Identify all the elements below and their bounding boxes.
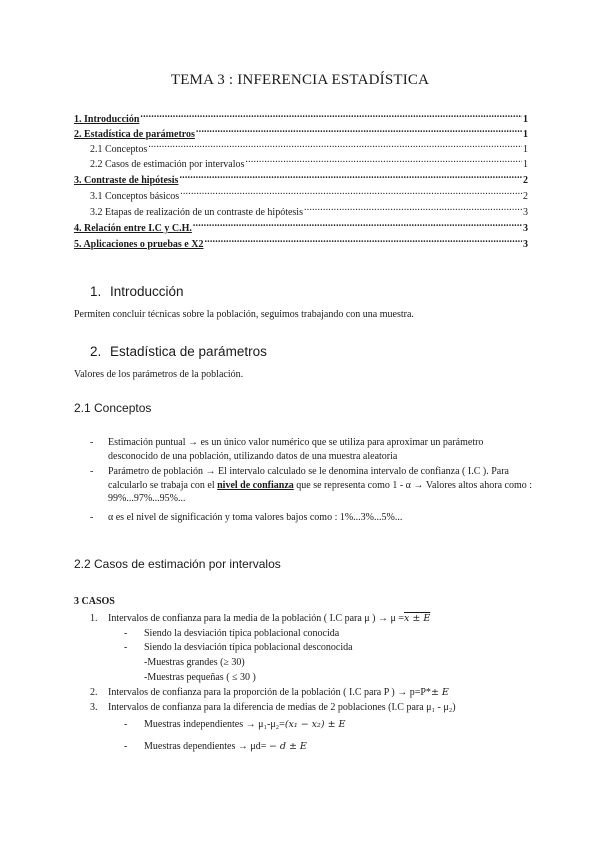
- toc-entry[interactable]: 5. Aplicaciones o pruebas e X2 ..... 3: [74, 235, 528, 252]
- page-title: TEMA 3 : INFERENCIA ESTADÍSTICA: [170, 72, 430, 88]
- toc-entry[interactable]: 3. Contraste de hipótesis ..... 2: [74, 171, 528, 188]
- toc-entry[interactable]: 2.2 Casos de estimación por intervalos ..... 1: [90, 155, 528, 172]
- toc-entry[interactable]: 3.1 Conceptos básicos ..... 2: [90, 187, 528, 204]
- toc-entry[interactable]: 2. Estadística de parámetros ..... 1: [74, 125, 528, 142]
- paragraph: Permiten concluir técnicas sobre la población, seguimos trabajando con una muestra.: [74, 309, 414, 320]
- subsection-heading-conceptos: 2.1 Conceptos: [74, 401, 152, 415]
- toc-entry[interactable]: 4. Relación entre I.C y C.H. ..... 3: [74, 219, 528, 236]
- toc-entry[interactable]: 3.2 Etapas de realización de un contraste de hipótesis ..... 3: [90, 203, 528, 220]
- toc-entry[interactable]: 1. Introducción ..... 1: [74, 110, 528, 127]
- document-page: TEMA 3 : INFERENCIA ESTADÍSTICA 1. Introducción ..... 1 2. Estadística de parámetros ..... 1 2.1 Conceptos ..... 1 2.2 Casos de estimación por intervalos ..... 1 3. Contraste de hipótesis ..... 2 3.1 Conceptos básicos ..... 2 3.2 Etapas de realización de un contraste de hipótesis ..... 3 4. Relación entre I.C y C.H. ..... 3 5. Aplicaciones o pruebas e X2 ..... 3 1. Introducción Permiten concluir técnicas sobre la población, seguimos trabajando con una muestra. 2. Estadística de parámetros Valores de los parámetros de la población. 2.1 Conceptos - Estimación puntual → es un único valor numérico que se utiliza para aproximar un parámetro desconocido de una población, utilizando datos de una muestra aleatoria - Parámetro de población → El intervalo calculado se le denomina intervalo de confianza ( I.C ). Para calcularlo se trabaja con el nivel de confianza que se representa como 1 - α → Valores altos ahora como : 99%...97%...95%... - α es el nivel de significación y toma valores bajos como : 1%...3%...5%... 2.2 Casos de estimación por intervalos 3 CASOS 1. Intervalos de confianza para la media de la población ( I.C para μ ) → μ =x ± E - Siendo la desviación típica poblacional conocida - Siendo la desviación típica poblacional desconocida -Muestras grandes (≥ 30) -Muestras pequeñas ( ≤ 30 ) 2. Intervalos de confianza para la proporción de la población ( I.C para P ) → p=P*± E 3. Intervalos de confianza para la diferencia de medias de 2 poblaciones (I.C para μ₁ - μ₂) - Muestras independientes → μ₁-μ₂=(x₁ − x₂) ± E - Muestras dependientes → μd= − d ± E: [0, 0, 600, 848]
- section-heading-introduccion: 1. Introducción: [90, 284, 184, 299]
- section-heading-estadistica: 2. Estadística de parámetros: [90, 344, 267, 359]
- sub-list-text: -Muestras pequeñas ( ≤ 30 ): [144, 672, 256, 683]
- toc-entry[interactable]: 2.1 Conceptos ..... 1: [90, 140, 528, 157]
- cases-label: 3 CASOS: [74, 596, 115, 607]
- subsection-heading-casos: 2.2 Casos de estimación por intervalos: [74, 557, 281, 571]
- sub-list-text: -Muestras grandes (≥ 30): [144, 657, 245, 668]
- paragraph: Valores de los parámetros de la población.: [74, 369, 244, 380]
